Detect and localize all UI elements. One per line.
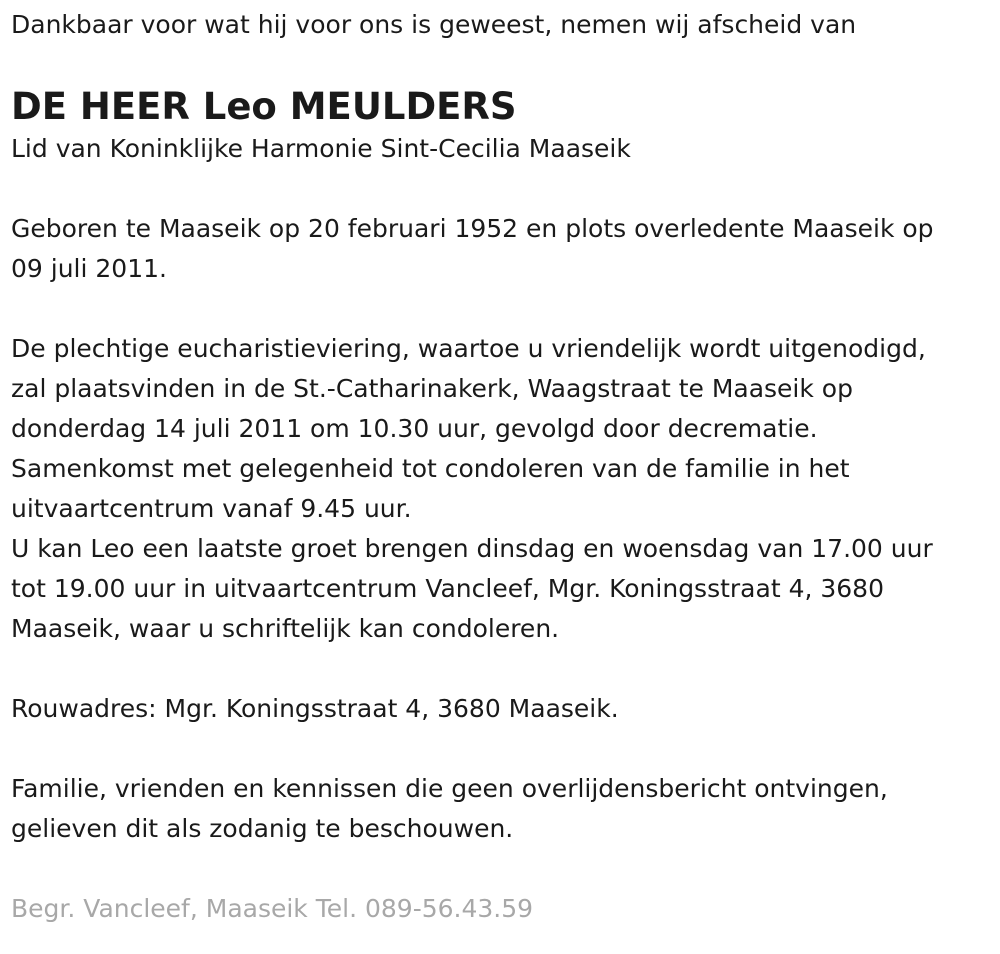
birth-line: 09 juli 2011.	[11, 254, 167, 283]
mourning-address: Rouwadres: Mgr. Koningsstraat 4, 3680 Maaseik.	[11, 694, 619, 723]
ceremony-line: U kan Leo een laatste groet brengen dinsdag en woensdag van 17.00 uur	[11, 534, 933, 563]
ceremony-line: donderdag 14 juli 2011 om 10.30 uur, gevolgd door decrematie.	[11, 414, 818, 443]
family-paragraph	[11, 769, 996, 849]
ceremony-line: Samenkomst met gelegenheid tot condoleren van de familie in het	[11, 454, 850, 483]
family-line: gelieven dit als zodanig te beschouwen.	[11, 814, 514, 843]
ceremony-line: De plechtige eucharistieviering, waartoe u vriendelijk wordt uitgenodigd,	[11, 334, 926, 363]
family-line: Familie, vrienden en kennissen die geen overlijdensbericht ontvingen,	[11, 774, 888, 803]
ceremony-paragraph	[11, 329, 996, 649]
birth-death-paragraph	[11, 209, 996, 289]
membership-text: Lid van Koninklijke Harmonie Sint-Cecilia Maaseik	[11, 134, 631, 163]
ceremony-line: tot 19.00 uur in uitvaartcentrum Vancleef, Mgr. Koningsstraat 4, 3680	[11, 574, 884, 603]
birth-line: Geboren te Maaseik op 20 februari 1952 en plots overledente Maaseik op	[11, 214, 934, 243]
deceased-name: DE HEER Leo MEULDERS	[11, 85, 517, 128]
ceremony-line: Maaseik, waar u schriftelijk kan condoleren.	[11, 614, 560, 643]
ceremony-line: uitvaartcentrum vanaf 9.45 uur.	[11, 494, 412, 523]
intro-text: Dankbaar voor wat hij voor ons is geweest, nemen wij afscheid van	[11, 10, 857, 39]
ceremony-line: zal plaatsvinden in de St.-Catharinakerk, Waagstraat te Maaseik op	[11, 374, 853, 403]
funeral-home-footer: Begr. Vancleef, Maaseik Tel. 089-56.43.59	[11, 894, 534, 923]
obituary-notice	[11, 0, 996, 954]
